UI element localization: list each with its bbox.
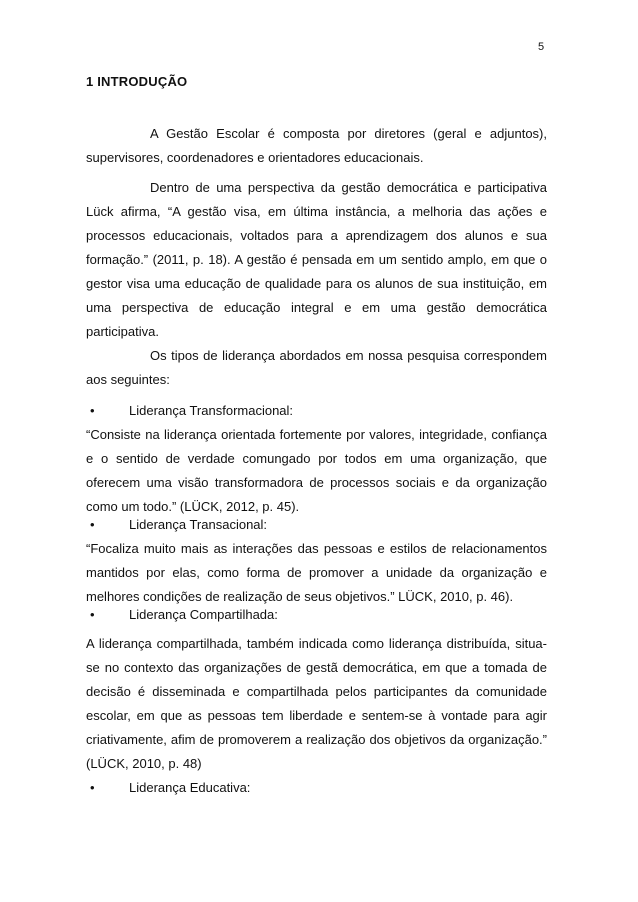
paragraph-intro: A Gestão Escolar é composta por diretores (geral e adjuntos), supervisores, coordenadores e orientadores educacionais. — [86, 126, 547, 165]
bullet-label: Liderança Transformacional: — [129, 403, 294, 418]
bullet-icon: • — [90, 403, 95, 418]
bullet-label: Liderança Transacional: — [129, 517, 268, 532]
bullet-icon: • — [90, 517, 95, 532]
paragraph-gestao: Dentro de uma perspectiva da gestão democrática e participativa Lück afirma, “A gestão visa, em última instância, a melhoria das ações e processos educacionais, voltados para a aprendizagem dos alunos e sua formação.” (2011, p. 18). A gestão é pensada em um sentido amplo, em que o gestor visa uma educação de qualidade para os alunos de sua instituição, em uma perspectiva de educação integral e em uma gestão democrática participativa. — [86, 180, 547, 339]
bullet-label: Liderança Compartilhada: — [129, 607, 278, 622]
paragraph-tipos-lideranca: Os tipos de liderança abordados em nossa pesquisa correspondem aos seguintes: — [86, 348, 547, 387]
bullet-label: Liderança Educativa: — [129, 780, 251, 795]
bullet-text-compartilhada: A liderança compartilhada, também indicada como liderança distribuída, situa-se no contexto das organizações de gestã democrática, em que a tomada de decisão é disseminada e compartilhada pelos participantes da comunidade escolar, em que as pessoas tem liberdade e sentem-se à vontade para agir criativamente, afim de promoverem a realização dos objetivos da organização.” (LÜCK, 2010, p. 48) — [86, 636, 547, 771]
bullet-text-transacional: “Focaliza muito mais as interações das pessoas e estilos de relacionamentos mantidos por elas, como forma de promover a unidade da organização e melhores condições de realização de seus objetivos.” LÜCK, 2010, p. 46). — [86, 541, 547, 604]
bullet-icon: • — [90, 780, 95, 795]
bullet-icon: • — [90, 607, 95, 622]
section-heading: 1 INTRODUÇÃO — [86, 74, 188, 89]
bullet-text-transformacional: “Consiste na liderança orientada fortemente por valores, integridade, confiança e o sentido de verdade comungado por todos em uma organização, que oferecem uma visão transformadora de processos sociais e da organização como um todo.” (LÜCK, 2012, p. 45). — [86, 427, 547, 514]
page-number: 5 — [538, 41, 545, 53]
